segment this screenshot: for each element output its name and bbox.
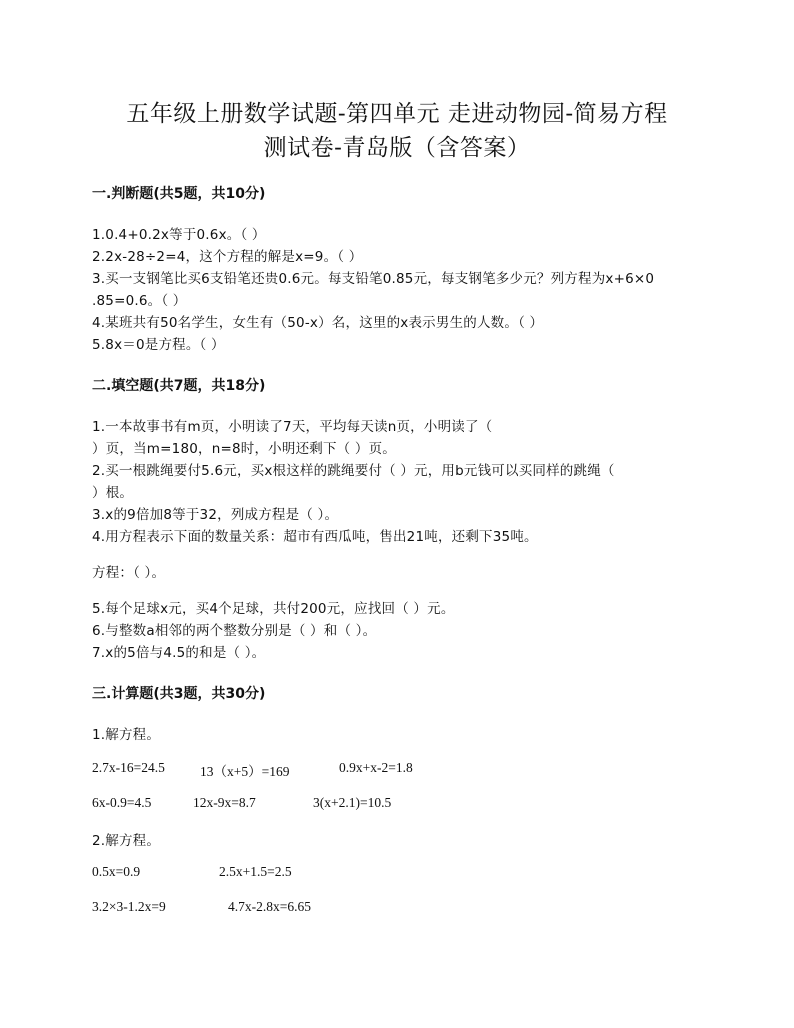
s1-question-1: 1.0.4+0.2x等于0.6x。（ ） bbox=[92, 227, 266, 243]
s3-question-2-label: 2.解方程。 bbox=[92, 833, 161, 849]
equation-item: 2.5x+1.5=2.5 bbox=[219, 864, 292, 879]
s1-question-4: 4.某班共有50名学生，女生有（50-x）名，这里的x表示男生的人数。（ ） bbox=[92, 315, 544, 331]
s1-question-5: 5.8x＝0是方程。（ ） bbox=[92, 337, 225, 353]
s2-question-7: 7.x的5倍与4.5的和是（ ）。 bbox=[92, 645, 266, 661]
s2-equation-blank: 方程：（ ）。 bbox=[92, 565, 166, 581]
section3-heading: 三.计算题(共3题，共30分) bbox=[92, 686, 266, 702]
worksheet-title-line2: 测试卷-青岛版（含答案） bbox=[263, 135, 531, 161]
s2-question-2-cont: ）根。 bbox=[92, 485, 134, 501]
equation-item: 6x-0.9=4.5 bbox=[92, 795, 152, 810]
section1-heading: 一.判断题(共5题，共10分) bbox=[92, 186, 266, 202]
s1-question-3-cont: .85=0.6。（ ） bbox=[92, 293, 187, 309]
s1-question-2: 2.2x-28÷2=4，这个方程的解是x=9。（ ） bbox=[92, 249, 363, 265]
equation-item: 3(x+2.1)=10.5 bbox=[313, 795, 392, 810]
equation-item: 4.7x-2.8x=6.65 bbox=[228, 899, 311, 914]
s2-question-1: 1.一本故事书有m页，小明读了7天，平均每天读n页，小明读了（ bbox=[92, 419, 493, 435]
section2-heading: 二.填空题(共7题，共18分) bbox=[92, 378, 266, 394]
equation-item: 2.7x-16=24.5 bbox=[92, 760, 165, 775]
s2-question-2: 2.买一根跳绳要付5.6元，买x根这样的跳绳要付（ ）元，用b元钱可以买同样的跳绳（ bbox=[92, 463, 615, 479]
equation-item: 0.9x+x-2=1.8 bbox=[339, 760, 413, 775]
s2-question-3: 3.x的9倍加8等于32，列成方程是（ ）。 bbox=[92, 507, 339, 523]
equation-item: 3.2×3-1.2x=9 bbox=[92, 899, 166, 914]
s2-question-4: 4.用方程表示下面的数量关系：超市有西瓜吨，售出21吨，还剩下35吨。 bbox=[92, 529, 538, 545]
worksheet-title-line1: 五年级上册数学试题-第四单元 走进动物园-简易方程 bbox=[126, 101, 668, 127]
s2-question-6: 6.与整数a相邻的两个整数分别是（ ）和（ ）。 bbox=[92, 623, 377, 639]
s2-question-5: 5.每个足球x元，买4个足球，共付200元，应找回（ ）元。 bbox=[92, 601, 455, 617]
equation-item: 13（x+5）=169 bbox=[200, 764, 290, 779]
equation-item: 0.5x=0.9 bbox=[92, 864, 141, 879]
s2-question-1-cont: ）页，当m=180，n=8时，小明还剩下（ ）页。 bbox=[92, 441, 396, 457]
equation-item: 12x-9x=8.7 bbox=[193, 795, 256, 810]
s1-question-3: 3.买一支钢笔比买6支铅笔还贵0.6元。每支铅笔0.85元，每支钢笔多少元？列方程为x+6×0 bbox=[92, 271, 655, 287]
s3-question-1-label: 1.解方程。 bbox=[92, 727, 161, 743]
